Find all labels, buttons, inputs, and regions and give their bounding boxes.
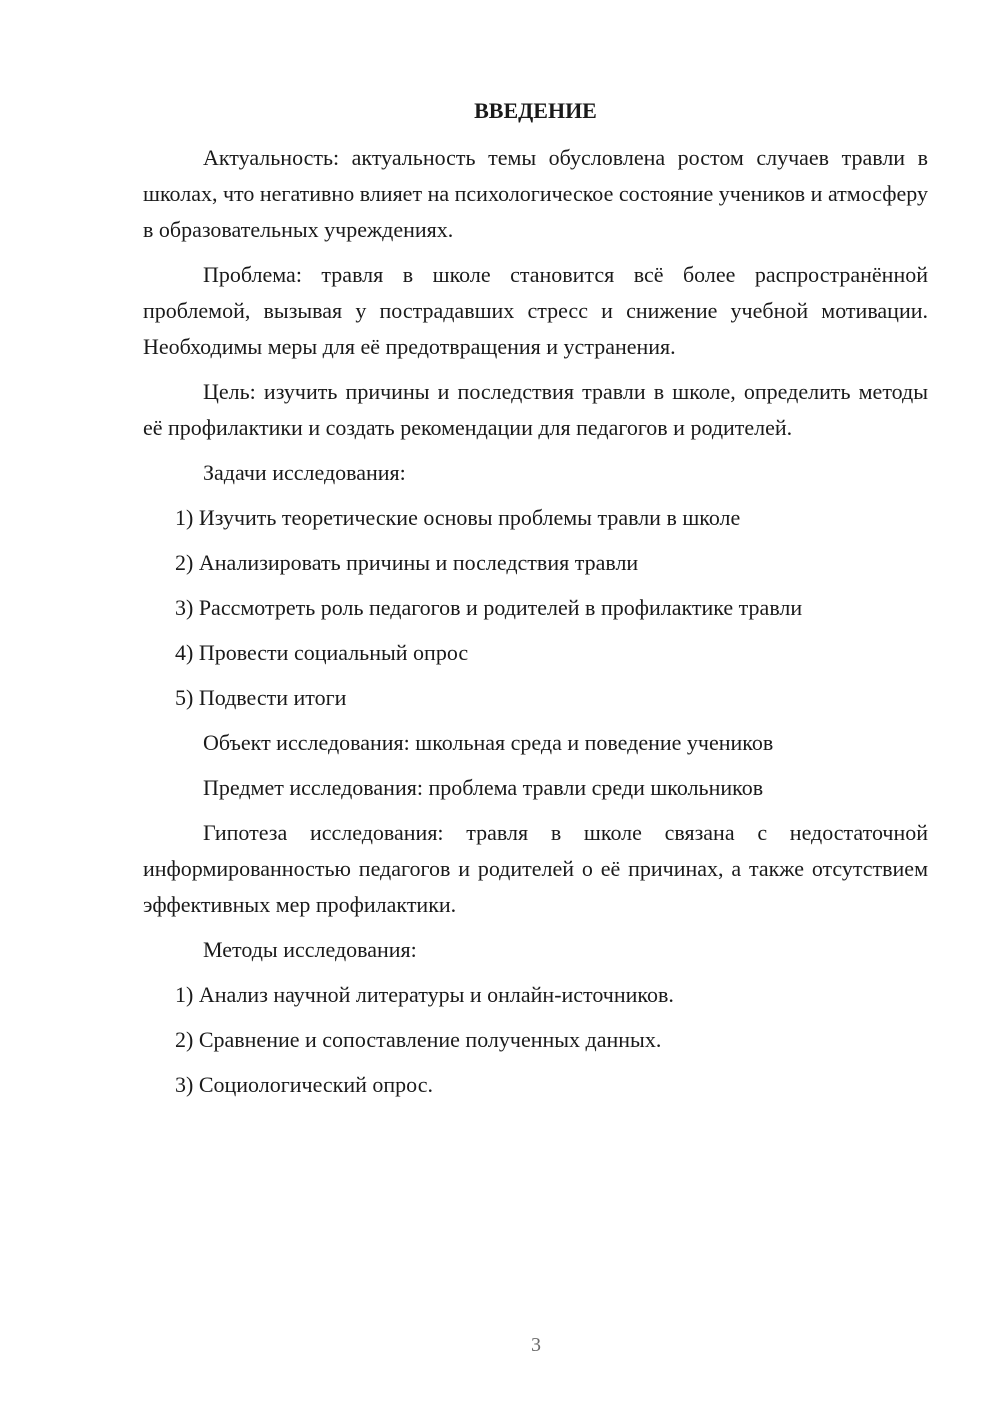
methods-list xyxy=(143,977,928,1103)
subject-paragraph: Предмет исследования: проблема травли среди школьников xyxy=(203,775,764,800)
list-item: 1) Изучить теоретические основы проблемы травли в школе xyxy=(175,505,741,530)
list-item: 2) Сравнение и сопоставление полученных данных. xyxy=(175,1027,662,1052)
methods-heading: Методы исследования: xyxy=(203,937,417,962)
list-item: 4) Провести социальный опрос xyxy=(175,640,469,665)
list-item: 5) Подвести итоги xyxy=(175,685,347,710)
relevance-paragraph: Актуальность: актуальность темы обусловлена ростом случаев травли в школах, что негативно влияет на психологическое состояние учеников и атмосферу в образовательных учреждениях. xyxy=(143,145,928,242)
tasks-heading: Задачи исследования: xyxy=(203,460,406,485)
list-item: 3) Рассмотреть роль педагогов и родителей в профилактике травли xyxy=(175,595,803,620)
hypothesis-paragraph: Гипотеза исследования: травля в школе связана с недостаточной информированностью педагогов и родителей о её причинах, а также отсутствием эффективных мер профилактики. xyxy=(143,820,928,917)
object-paragraph: Объект исследования: школьная среда и поведение учеников xyxy=(203,730,774,755)
goal-paragraph: Цель: изучить причины и последствия травли в школе, определить методы её профилактики и создать рекомендации для педагогов и родителей. xyxy=(143,379,928,440)
list-item: 3) Социологический опрос. xyxy=(175,1072,433,1097)
section-title: ВВЕДЕНИЕ xyxy=(474,98,597,123)
problem-paragraph: Проблема: травля в школе становится всё более распространённой проблемой, вызывая у пострадавших стресс и снижение учебной мотивации. Необходимы меры для её предотвращения и устранения. xyxy=(143,262,928,359)
page-number: 3 xyxy=(531,1334,541,1356)
tasks-list xyxy=(143,500,928,716)
list-item: 2) Анализировать причины и последствия травли xyxy=(175,550,639,575)
list-item: 1) Анализ научной литературы и онлайн-источников. xyxy=(175,982,674,1007)
page-content xyxy=(143,96,928,1112)
